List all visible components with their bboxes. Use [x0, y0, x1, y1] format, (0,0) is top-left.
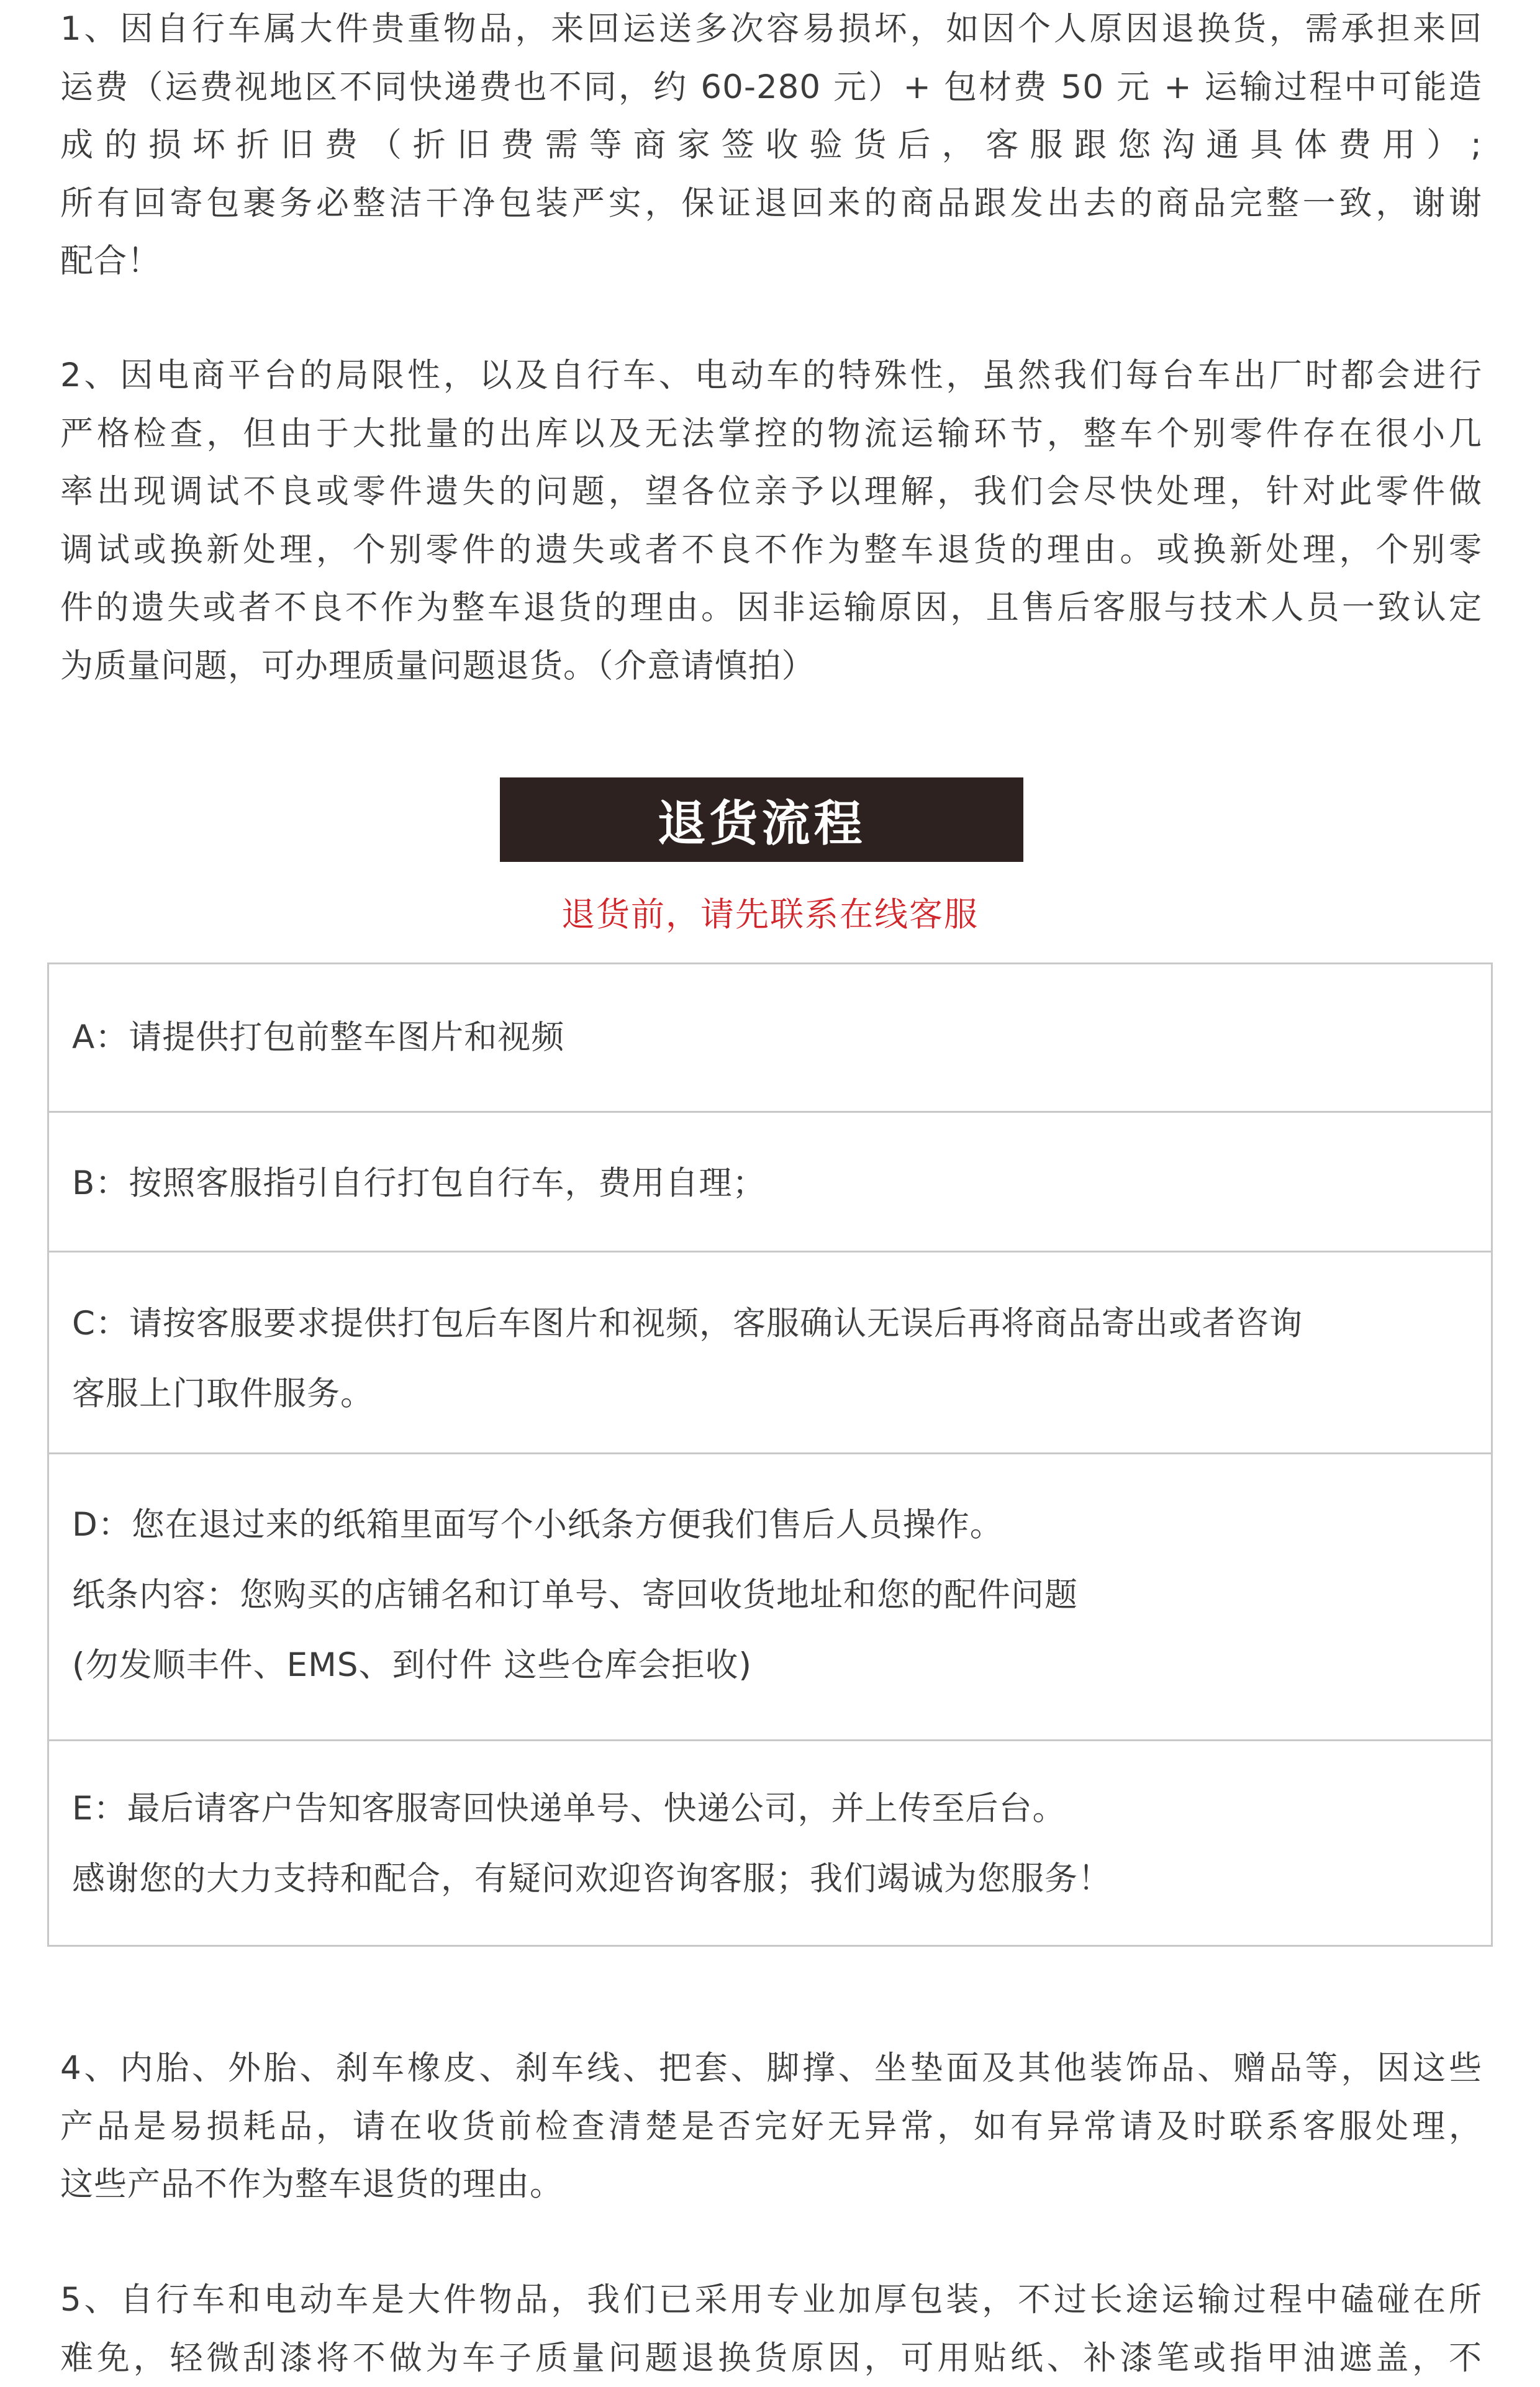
- return-step-c: [49, 1251, 1491, 1452]
- step-line: (勿发顺丰件、EMS、到付件 这些仓库会拒收): [72, 1630, 1466, 1700]
- paragraph-line: 所有回寄包裹务必整洁干净包装严实，保证退回来的商品跟发出去的商品完整一致，谢谢: [60, 174, 1482, 233]
- paragraph-line: 产品是易损耗品，请在收货前检查清楚是否完好无异常，如有异常请及时联系客服处理，: [60, 2098, 1482, 2156]
- return-process-title: 退货流程: [657, 785, 866, 854]
- return-step-e: [49, 1739, 1491, 1949]
- paragraph-line: 5、自行车和电动车是大件物品，我们已采用专业加厚包装，不过长途运输过程中磕碰在所: [60, 2271, 1482, 2329]
- paragraph-line: 率出现调试不良或零件遗失的问题，望各位亲予以理解，我们会尽快处理，针对此零件做: [60, 463, 1482, 521]
- return-step-d: [49, 1452, 1491, 1739]
- step-line: D：您在退过来的纸箱里面写个小纸条方便我们售后人员操作。: [72, 1490, 1466, 1560]
- return-process-subtitle: 退货前，请先联系在线客服: [0, 888, 1540, 936]
- paragraph-line: 调试或换新处理，个别零件的遗失或者不良不作为整车退货的理由。或换新处理，个别零: [60, 521, 1482, 579]
- return-steps-table: [47, 962, 1493, 1947]
- paragraph-line: 2、因电商平台的局限性，以及自行车、电动车的特殊性，虽然我们每台车出厂时都会进行: [60, 346, 1482, 405]
- step-line: B：按照客服指引自行打包自行车，费用自理；: [72, 1148, 1466, 1218]
- paragraph-line: 配合！: [60, 232, 1482, 291]
- paragraph-line: 4、内胎、外胎、刹车橡皮、刹车线、把套、脚撑、坐垫面及其他装饰品、赠品等，因这些: [60, 2039, 1482, 2098]
- step-line: 感谢您的大力支持和配合，有疑问欢迎咨询客服；我们竭诚为您服务！: [72, 1844, 1466, 1914]
- return-step-a: [49, 964, 1491, 1111]
- step-line: 客服上门取件服务。: [72, 1359, 1466, 1429]
- paragraph-line: 运费（运费视地区不同快递费也不同，约 60-280 元）+ 包材费 50 元 + 运输过程中可能造: [60, 58, 1482, 117]
- paragraph-line: 成的损坏折旧费（折旧费需等商家签收验货后，客服跟您沟通具体费用）;: [60, 116, 1482, 174]
- paragraph-line: 严格检查，但由于大批量的出库以及无法掌控的物流运输环节，整车个别零件存在很小几: [60, 405, 1482, 463]
- step-line: A：请提供打包前整车图片和视频: [72, 1002, 1466, 1072]
- return-step-b: [49, 1111, 1491, 1251]
- policy-paragraph-4: [60, 2039, 1482, 2214]
- paragraph-line: 难免，轻微刮漆将不做为车子质量问题退换货原因，可用贴纸、补漆笔或指甲油遮盖，不: [60, 2329, 1482, 2387]
- return-process-banner: [500, 777, 1023, 862]
- paragraph-line: 为质量问题，可办理质量问题退货。（介意请慎拍）: [60, 637, 1482, 695]
- step-line: C：请按客服要求提供打包后车图片和视频，客服确认无误后再将商品寄出或者咨询: [72, 1289, 1466, 1359]
- paragraph-line: 这些产品不作为整车退货的理由。: [60, 2155, 1482, 2214]
- paragraph-line: 件的遗失或者不良不作为整车退货的理由。因非运输原因，且售后客服与技术人员一致认定: [60, 579, 1482, 637]
- policy-paragraph-1: [60, 0, 1482, 291]
- paragraph-line: 1、因自行车属大件贵重物品，来回运送多次容易损坏，如因个人原因退换货，需承担来回: [60, 0, 1482, 58]
- step-line: E：最后请客户告知客服寄回快递单号、快递公司，并上传至后台。: [72, 1773, 1466, 1844]
- policy-paragraph-5: [60, 2271, 1482, 2387]
- policy-paragraph-2: [60, 346, 1482, 695]
- step-line: 纸条内容：您购买的店铺名和订单号、寄回收货地址和您的配件问题: [72, 1560, 1466, 1630]
